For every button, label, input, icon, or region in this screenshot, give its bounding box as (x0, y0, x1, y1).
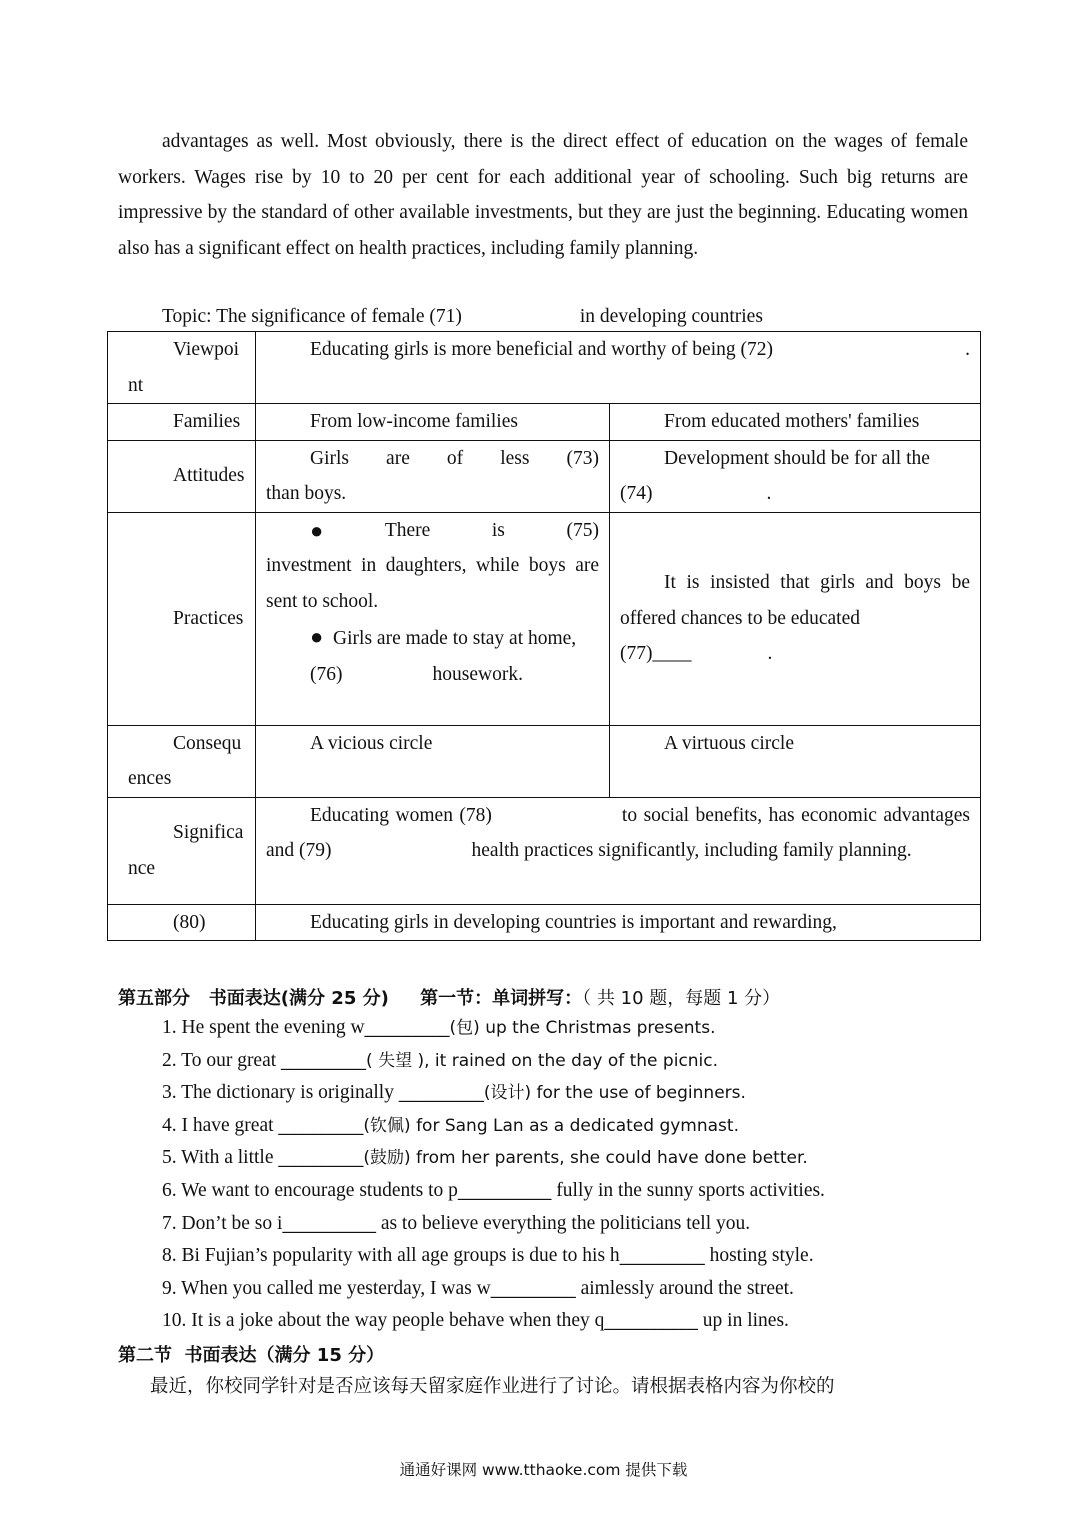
table-row-viewpoint (108, 332, 981, 404)
list-item: 4. I have great __________(钦佩) for Sang Lan as a dedicated gymnast. (162, 1114, 739, 1136)
list-item: 9. When you called me yesterday, I was w__________ aimlessly around the street. (162, 1277, 794, 1299)
families-right: From educated mothers' families (610, 404, 981, 441)
row-head-attitudes: Attitudes (108, 440, 256, 512)
list-item: 2. To our great __________( 失望 ), it rained on the day of the picnic. (162, 1049, 719, 1071)
part5-heading: 第五部分 书面表达(满分 25 分) 第一节：单词拼写：（ 共 10 题，每题 1 分） (118, 988, 781, 1009)
list-item: 7. Don’t be so i___________ as to believe everything the politicians tell you. (162, 1212, 751, 1234)
table-row-80 (108, 904, 981, 941)
page-footer: 通通好课网 www.tthaoke.com 提供下载 (399, 1461, 688, 1479)
summary-table (107, 331, 981, 941)
row-head-significance: Significa nce (108, 797, 256, 904)
topic-line: Topic: The significance of female (71) in developing countries (162, 306, 763, 327)
bullet-icon: ● (310, 517, 324, 543)
row-head-consequences: Consequ ences (108, 725, 256, 797)
row-head-viewpoint: Viewpoi nt (108, 332, 256, 404)
viewpoint-cell: Educating girls is more beneficial and worthy of being (72) . (256, 332, 981, 404)
list-item: 3. The dictionary is originally __________(设计) for the use of beginners. (162, 1082, 746, 1104)
list-item: 10. It is a joke about the way people behave when they q___________ up in lines. (162, 1310, 789, 1332)
practices-left: ● There is (75) investment in daughters, while boys are sent to school. ● Girls are made to stay at home, (76) housework. (256, 512, 610, 725)
table-row-families (108, 404, 981, 441)
practices-right: It is insisted that girls and boys be offered chances to be educated (77)____ . (610, 512, 981, 725)
list-item: 6. We want to encourage students to p___________ fully in the sunny sports activities. (162, 1179, 825, 1201)
passage-text: advantages as well. Most obviously, there is the direct effect of education on the wages of female workers. Wages rise by 10 to 20 per cent for each additional year of schooling. Such big returns are impressive by the standard of other available investments, but they are just the beginning. Educating women also has a significant effect on health practices, including family planning. (118, 131, 968, 259)
section2-heading: 第二节 书面表达（满分 15 分） (118, 1345, 385, 1366)
row-head-80: (80) (108, 904, 256, 941)
row-head-practices: Practices (108, 512, 256, 725)
consequences-right: A virtuous circle (610, 725, 981, 797)
row-head-families: Families (108, 404, 256, 441)
list-item: 8. Bi Fujian’s popularity with all age groups is due to his h__________ hosting style. (162, 1245, 814, 1267)
spelling-items (162, 1012, 825, 1338)
table-row-practices (108, 512, 981, 725)
reading-passage (118, 124, 968, 266)
table-row-significance (108, 797, 981, 904)
significance-cell: Educating women (78) to social benefits, has economic advantages and (79) health practices significantly, including family planning. (256, 797, 981, 904)
row80-cell: Educating girls in developing countries is important and rewarding, (256, 904, 981, 941)
attitudes-left: Girls are of less (73) than boys. (256, 440, 610, 512)
table-row-attitudes (108, 440, 981, 512)
section2-intro: 最近，你校同学针对是否应该每天留家庭作业进行了讨论。请根据表格内容为你校的 (150, 1376, 835, 1397)
families-left: From low-income families (256, 404, 610, 441)
list-item: 5. With a little __________(鼓励) from her parents, she could have done better. (162, 1147, 808, 1169)
list-item: 1. He spent the evening w__________(包) up the Christmas presents. (162, 1017, 716, 1038)
consequences-left: A vicious circle (256, 725, 610, 797)
attitudes-right: Development should be for all the (74) . (610, 440, 981, 512)
table-row-consequences (108, 725, 981, 797)
bullet-icon: ● (310, 624, 324, 649)
